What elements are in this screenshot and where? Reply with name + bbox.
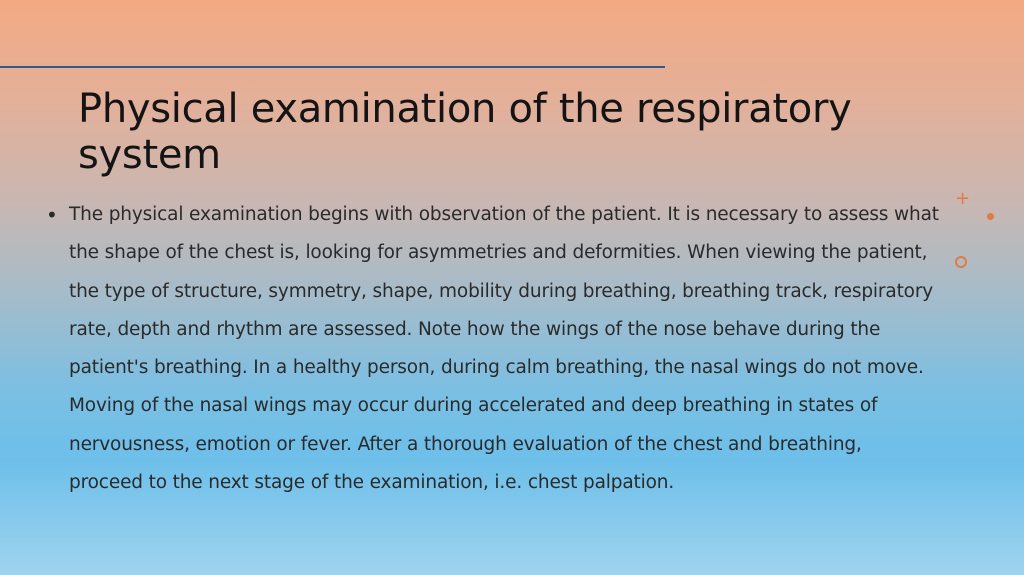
list-item (46, 196, 946, 502)
title-rule (0, 66, 665, 68)
bullet-marker: • (46, 203, 58, 227)
bullet-text: The physical examination begins with observation of the patient. It is necessary to assess what the shape of the chest is, looking for asymmetries and deformities. When viewing the patient, the type of structure, symmetry, shape, mobility during breathing, breathing track, respiratory rate, depth and rhythm are assessed. Note how the wings of the nose behave during the patient's breathing. In a healthy person, during calm breathing, the nasal wings do not move. Moving of the nasal wings may occur during accelerated and deep breathing in states of nervousness, emotion or fever. After a thorough evaluation of the chest and breathing, proceed to the next stage of the examination, i.e. chest palpation. (69, 204, 939, 494)
plus-icon: + (955, 188, 971, 209)
ring-icon (955, 256, 967, 268)
slide-title: Physical examination of the respiratory system (78, 86, 852, 178)
bullet-list (46, 196, 946, 502)
dot-icon (987, 213, 994, 220)
